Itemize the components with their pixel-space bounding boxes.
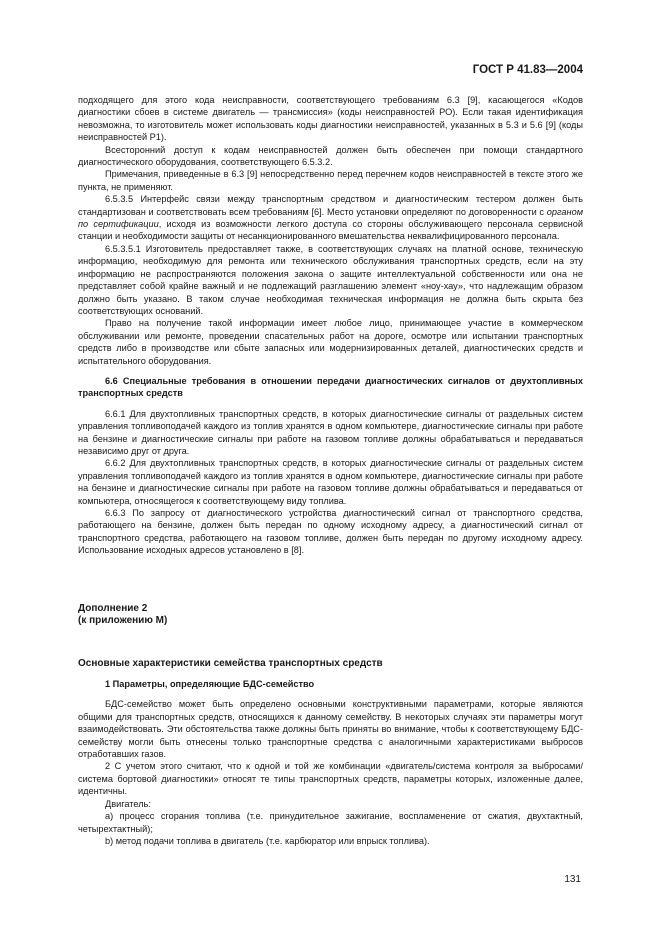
paragraph: Примечания, приведенные в 6.3 [9] непосредственно перед перечнем кодов неисправностей в тексте этого же пункта, не применяют. — [78, 169, 583, 192]
supplement-subtitle: (к приложению М) — [78, 615, 168, 627]
emphasis: органом по сертификации — [78, 206, 583, 230]
paragraph: БДС-семейство может быть определено основными конструктивными параметрами, которые являются общими для транспортных средств, относящихся к данному семейству. В некоторых случаях эти параметры могут взаимодействовать. Эти обстоятельства также должны быть приняты во внимание, чтобы к соответствующему БДС-семейству могли быть отнесены только транспортные средства с аналогичными характеристиками выбросов отработавших газов. — [78, 699, 583, 760]
section-heading-6-6: 6.6 Специальные требования в отношении передачи диагностических сигналов от двухтопливных транспортных средств — [78, 375, 583, 399]
list-item: b) метод подачи топлива в двигатель (т.е. карбюратор или впрыск топлива). — [105, 835, 430, 846]
document-body — [78, 94, 583, 847]
paragraph: Всесторонний доступ к кодам неисправностей должен быть обеспечен при помощи стандартного диагностического оборудования, соответствующего 6.5.3.2. — [78, 144, 583, 168]
text: , исходя из возможности легкого доступа со стороны обслуживающего персонала сервисной станции и необходимости защиты от несанкционированного вмешательства неквалифицированного персонала. — [78, 219, 583, 242]
paragraph: 6.6.2 Для двухтопливных транспортных средств, в которых диагностические сигналы от раздельных систем управления топливоподачей каждого из топлив хранятся в одном компьютере, диагностические сигналы при работе на бензине и диагностические сигналы при работе на газовом топливе должны обрабатываться и передаваться от компьютера, относящегося к соответствующему виду топлива. — [78, 458, 583, 506]
list-item: а) процесс сгорания топлива (т.е. принудительное зажигание, воспламенение от сжатия, двухтактный, четырехтактный); — [78, 811, 583, 834]
engine-label: Двигатель: — [105, 798, 151, 809]
paragraph: 6.6.1 Для двухтопливных транспортных средств, в которых диагностические сигналы от раздельных систем управления топливоподачей каждого из топлив хранятся в одном компьютере, диагностические сигналы при работе на бензине и диагностические сигналы при работе на газовом топливе должны обрабатываться и передаваться независимо друг от друга. — [78, 408, 583, 456]
document-header: ГОСТ Р 41.83—2004 — [472, 64, 583, 76]
paragraph: подходящего для этого кода неисправности, соответствующего требованиям 6.3 [9], касающегося «Кодов диагностики сбоев в системе двигатель — трансмиссия» (коды неисправностей РО). Если такая идентификация невозможна, то изготовитель может использовать коды диагностики неисправностей, указанных в 5.3 и 5.6 [9] (коды неисправностей Р1). — [78, 95, 583, 143]
paragraph: Право на получение такой информации имеет любое лицо, принимающее участие в коммерческом обслуживании или ремонте, проведении спасательных работ на дороге, осмотре или испытании транспортных средств либо в производстве или сбыте запасных или модернизированных деталей, диагностических средств и испытательного оборудования. — [78, 318, 583, 366]
paragraph-6-5-3-5 — [78, 193, 583, 243]
supplement-title: Дополнение 2 — [78, 602, 148, 614]
text: 6.5.3.5 Интерфейс связи между транспортным средством и диагностическим тестером должен быть стандартизован и соответствовать всем требованиям [6]. Место установки определяют по договоренности с — [78, 194, 583, 217]
paragraph: 6.5.3.5.1 Изготовитель предоставляет также, в соответствующих случаях на платной основе, техническую информацию, необходимую для ремонта или технического обслуживания транспортных средств, если на эту информацию не распространяются положения закона о защите интеллектуальной собственности или она не представляет собой крайне важный и не подлежащий разглашению элемент «ноу-хау», что надлежащим образом должно быть указано. В таком случае необходимая техническая информация не должна быть скрыта без соответствующих оснований. — [78, 243, 583, 316]
paragraph: 6.6.3 По запросу от диагностического устройства диагностический сигнал от транспортного средства, работающего на бензине, должен быть передан по одному исходному адресу, а диагностический сигнал от транспортного средства, работающего на газовом топливе, должен быть передан по другому исходному адресу. Использование исходных адресов установлено в [8]. — [78, 508, 583, 556]
page-number: 131 — [564, 874, 581, 885]
part1-heading: 1 Параметры, определяющие БДС-семейство — [105, 679, 315, 690]
section-title: Основные характеристики семейства транспортных средств — [78, 657, 383, 669]
paragraph: 2 С учетом этого считают, что к одной и той же комбинации «двигатель/система контроля за выбросами/система бортовой диагностики» относят те типы транспортных средств, параметры которых, изложенные далее, идентичны. — [78, 761, 583, 797]
